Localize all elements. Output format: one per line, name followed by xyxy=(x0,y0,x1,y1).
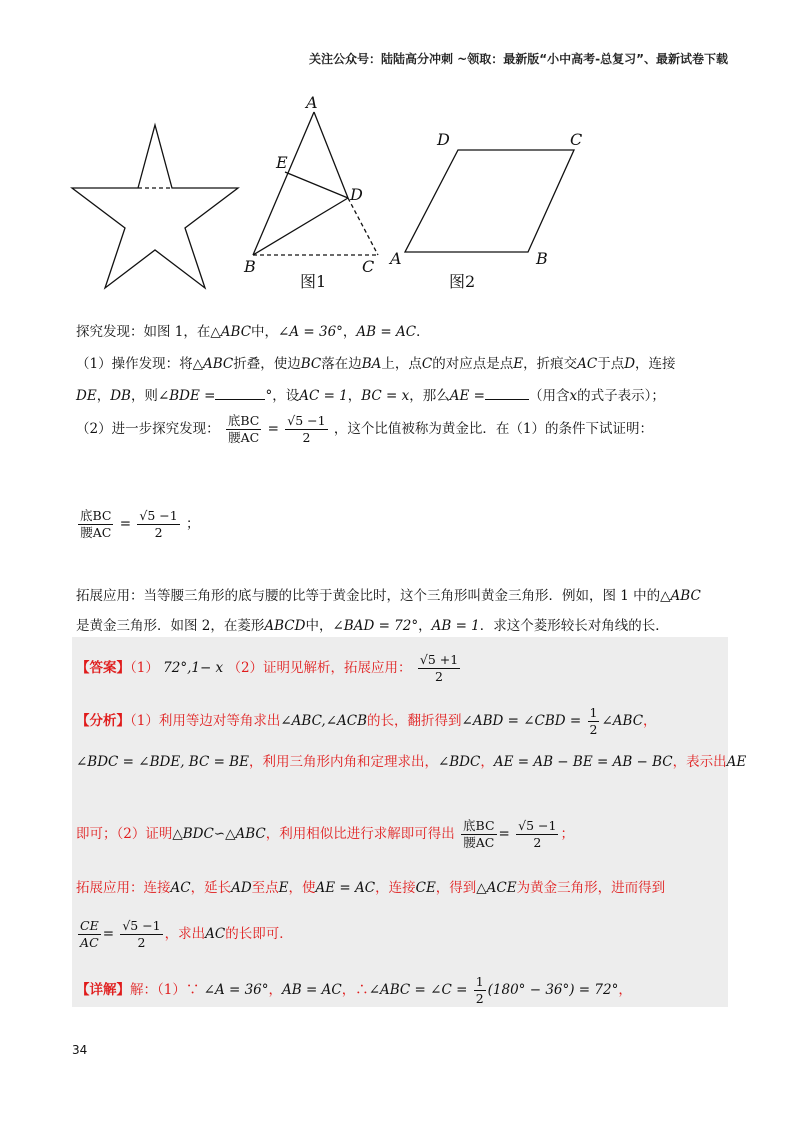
extension-line1: 拓展应用：当等腰三角形的底与腰的比等于黄金比时，这个三角形叫黄金三角形．例如，图 1 中的△ABC xyxy=(76,588,701,604)
figures xyxy=(0,0,800,300)
blank-angle xyxy=(215,399,265,400)
detail-line1: 【详解】解：（1）∵ ∠A = 36°，AB = AC，∴∠ABC = ∠C = $\frac{1}{2}$ (180° − 36°) = 72°， xyxy=(76,974,632,1006)
label-D2: D xyxy=(437,130,450,149)
analysis-line5: $\frac{CE}{AC}$ = $\frac{√5 -1}{2}$ ，求出AC的长即可． xyxy=(80,918,293,950)
answer-tag: 【答案】 xyxy=(76,660,130,676)
detail-tag: 【详解】 xyxy=(76,982,130,998)
label-D1: D xyxy=(350,185,363,204)
answer-line: 【答案】（1） 72°,1− x （2）证明见解析，拓展应用： $\frac{√5 +1}{2}$ xyxy=(76,652,459,684)
label-A2: A xyxy=(390,249,402,268)
problem-q1b: DE，DB，则∠BDE = °，设AC = 1，BC = x，那么AE = （用含x的式子表示）； xyxy=(76,388,665,404)
label-A1: A xyxy=(306,93,318,112)
extension-line2: 是黄金三角形．如图 2，在菱形ABCD中，∠BAD = 72°，AB = 1．求这个菱形较长对角线的长． xyxy=(76,618,669,634)
star-figure xyxy=(72,125,238,288)
label-B1: B xyxy=(244,257,256,276)
analysis-line3: 即可；（2）证明△BDC∽△ABC，利用相似比进行求解即可得出 $\frac{\text{底BC}}{\text{腰AC}}$ = $\frac{√5 -1}{2}$ ； xyxy=(76,818,574,850)
caption-fig2: 图2 xyxy=(449,272,476,291)
rhombus-figure xyxy=(405,150,574,252)
label-E1: E xyxy=(276,153,288,172)
page-header: 关注公众号：陆陆高分冲刺 ~领取：最新版“小中高考-总复习”、最新试卷下载 xyxy=(309,52,728,66)
label-C1: C xyxy=(362,257,375,276)
analysis-tag: 【分析】 xyxy=(76,713,130,729)
analysis-line1: 【分析】（1）利用等边对等角求出∠ABC,∠ACB的长，翻折得到∠ABD = ∠CBD = $\frac{1}{2}$ ∠ABC， xyxy=(76,705,657,737)
page-number: 34 xyxy=(72,1043,88,1057)
analysis-line4: 拓展应用：连接AC，延长AD至点E，使AE = AC，连接CE，得到△ACE为黄金三角形，进而得到 xyxy=(76,880,666,896)
blank-ae xyxy=(485,399,529,400)
proof-target: $\frac{\text{底BC}}{\text{腰AC}}$ = $\frac{√5 -1}{2}$ ； xyxy=(80,508,200,540)
problem-q2: （2）进一步探究发现： $\frac{\text{底BC}}{\text{腰AC}}$ = $\frac{√5 -1}{2}$ ，这个比值被称为黄金比．在（1）的条件下试证明： xyxy=(76,413,653,445)
problem-q1: （1）操作发现：将△ABC折叠，使边BC落在边BA上，点C的对应点是点E，折痕交AC于点D，连接 xyxy=(76,356,676,372)
label-B2: B xyxy=(536,249,548,268)
caption-fig1: 图1 xyxy=(300,272,327,291)
problem-intro: 探究发现：如图 1，在△ABC中，∠A = 36°，AB = AC． xyxy=(76,324,430,340)
label-C2: C xyxy=(570,130,583,149)
analysis-line2: ∠BDC = ∠BDE, BC = BE，利用三角形内角和定理求出，∠BDC，AE = AB − BE = AB − BC，表示出AE xyxy=(76,754,747,770)
triangle-figure xyxy=(253,112,378,255)
